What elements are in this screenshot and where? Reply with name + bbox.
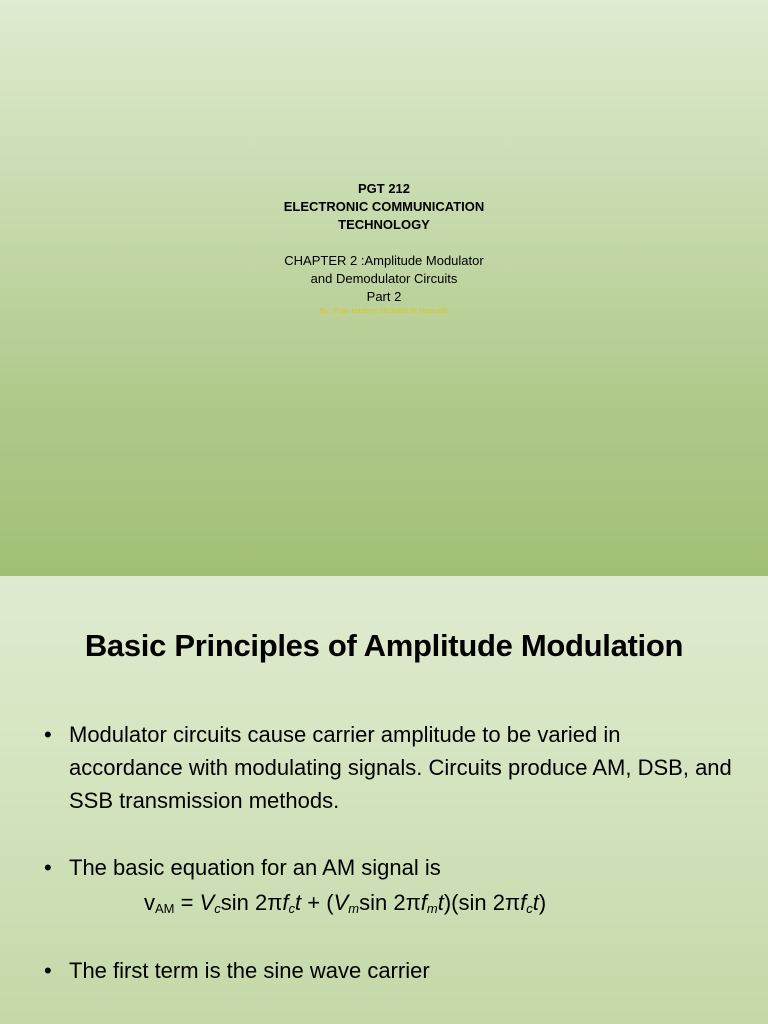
eq-var: t <box>295 890 302 915</box>
eq-part: + ( <box>301 890 334 915</box>
bullet-icon: • <box>44 722 52 747</box>
eq-part: )(sin 2π <box>443 890 521 915</box>
course-code: PGT 212 <box>357 181 411 196</box>
bullet-item <box>44 954 734 987</box>
bullet-item <box>44 851 734 884</box>
course-title-line1: ELECTRONIC COMMUNICATION <box>283 199 485 214</box>
bullet-list <box>44 718 734 987</box>
eq-var: f <box>282 890 289 915</box>
eq-sub: c <box>288 901 296 916</box>
eq-var: t <box>532 890 539 915</box>
eq-sub: c <box>214 901 221 916</box>
eq-part: sin 2π <box>220 890 283 915</box>
chapter-line2: and Demodulator Circuits <box>310 271 458 286</box>
title-block <box>184 180 584 318</box>
bullet-icon: • <box>44 958 52 983</box>
eq-var: V <box>333 890 349 915</box>
eq-sub: AM <box>155 901 175 916</box>
slide-title: Basic Principles of Amplitude Modulation <box>84 628 684 663</box>
eq-var: f <box>520 890 527 915</box>
bullet-item <box>44 718 734 817</box>
eq-part: sin 2π <box>359 890 421 915</box>
spacer <box>184 234 584 252</box>
eq-var: f <box>420 890 427 915</box>
eq-sub: m <box>348 901 360 916</box>
chapter-line1: CHAPTER 2 :Amplitude Modulator <box>284 253 484 268</box>
eq-sub: c <box>526 901 533 916</box>
bullet-text: The basic equation for an AM signal is <box>69 855 441 880</box>
eq-var: t <box>437 890 444 915</box>
eq-part: = <box>174 890 200 915</box>
eq-part: v <box>144 890 155 915</box>
am-equation <box>44 886 734 919</box>
eq-sub: m <box>426 901 438 916</box>
content-slide <box>0 576 768 1024</box>
bullet-icon: • <box>44 855 52 880</box>
eq-var: V <box>199 890 215 915</box>
part-label: Part 2 <box>366 289 402 304</box>
author-credit: By : Puan Hasleny Shuhaida Bt Hasnudin <box>319 308 449 315</box>
eq-part: ) <box>538 890 547 915</box>
bullet-text: Modulator circuits cause carrier amplitude to be varied in accordance with modulating signals. Circuits produce AM, DSB, and SSB transmission methods. <box>69 722 732 813</box>
course-title-line2: TECHNOLOGY <box>338 217 430 232</box>
bullet-text: The first term is the sine wave carrier <box>69 958 430 983</box>
